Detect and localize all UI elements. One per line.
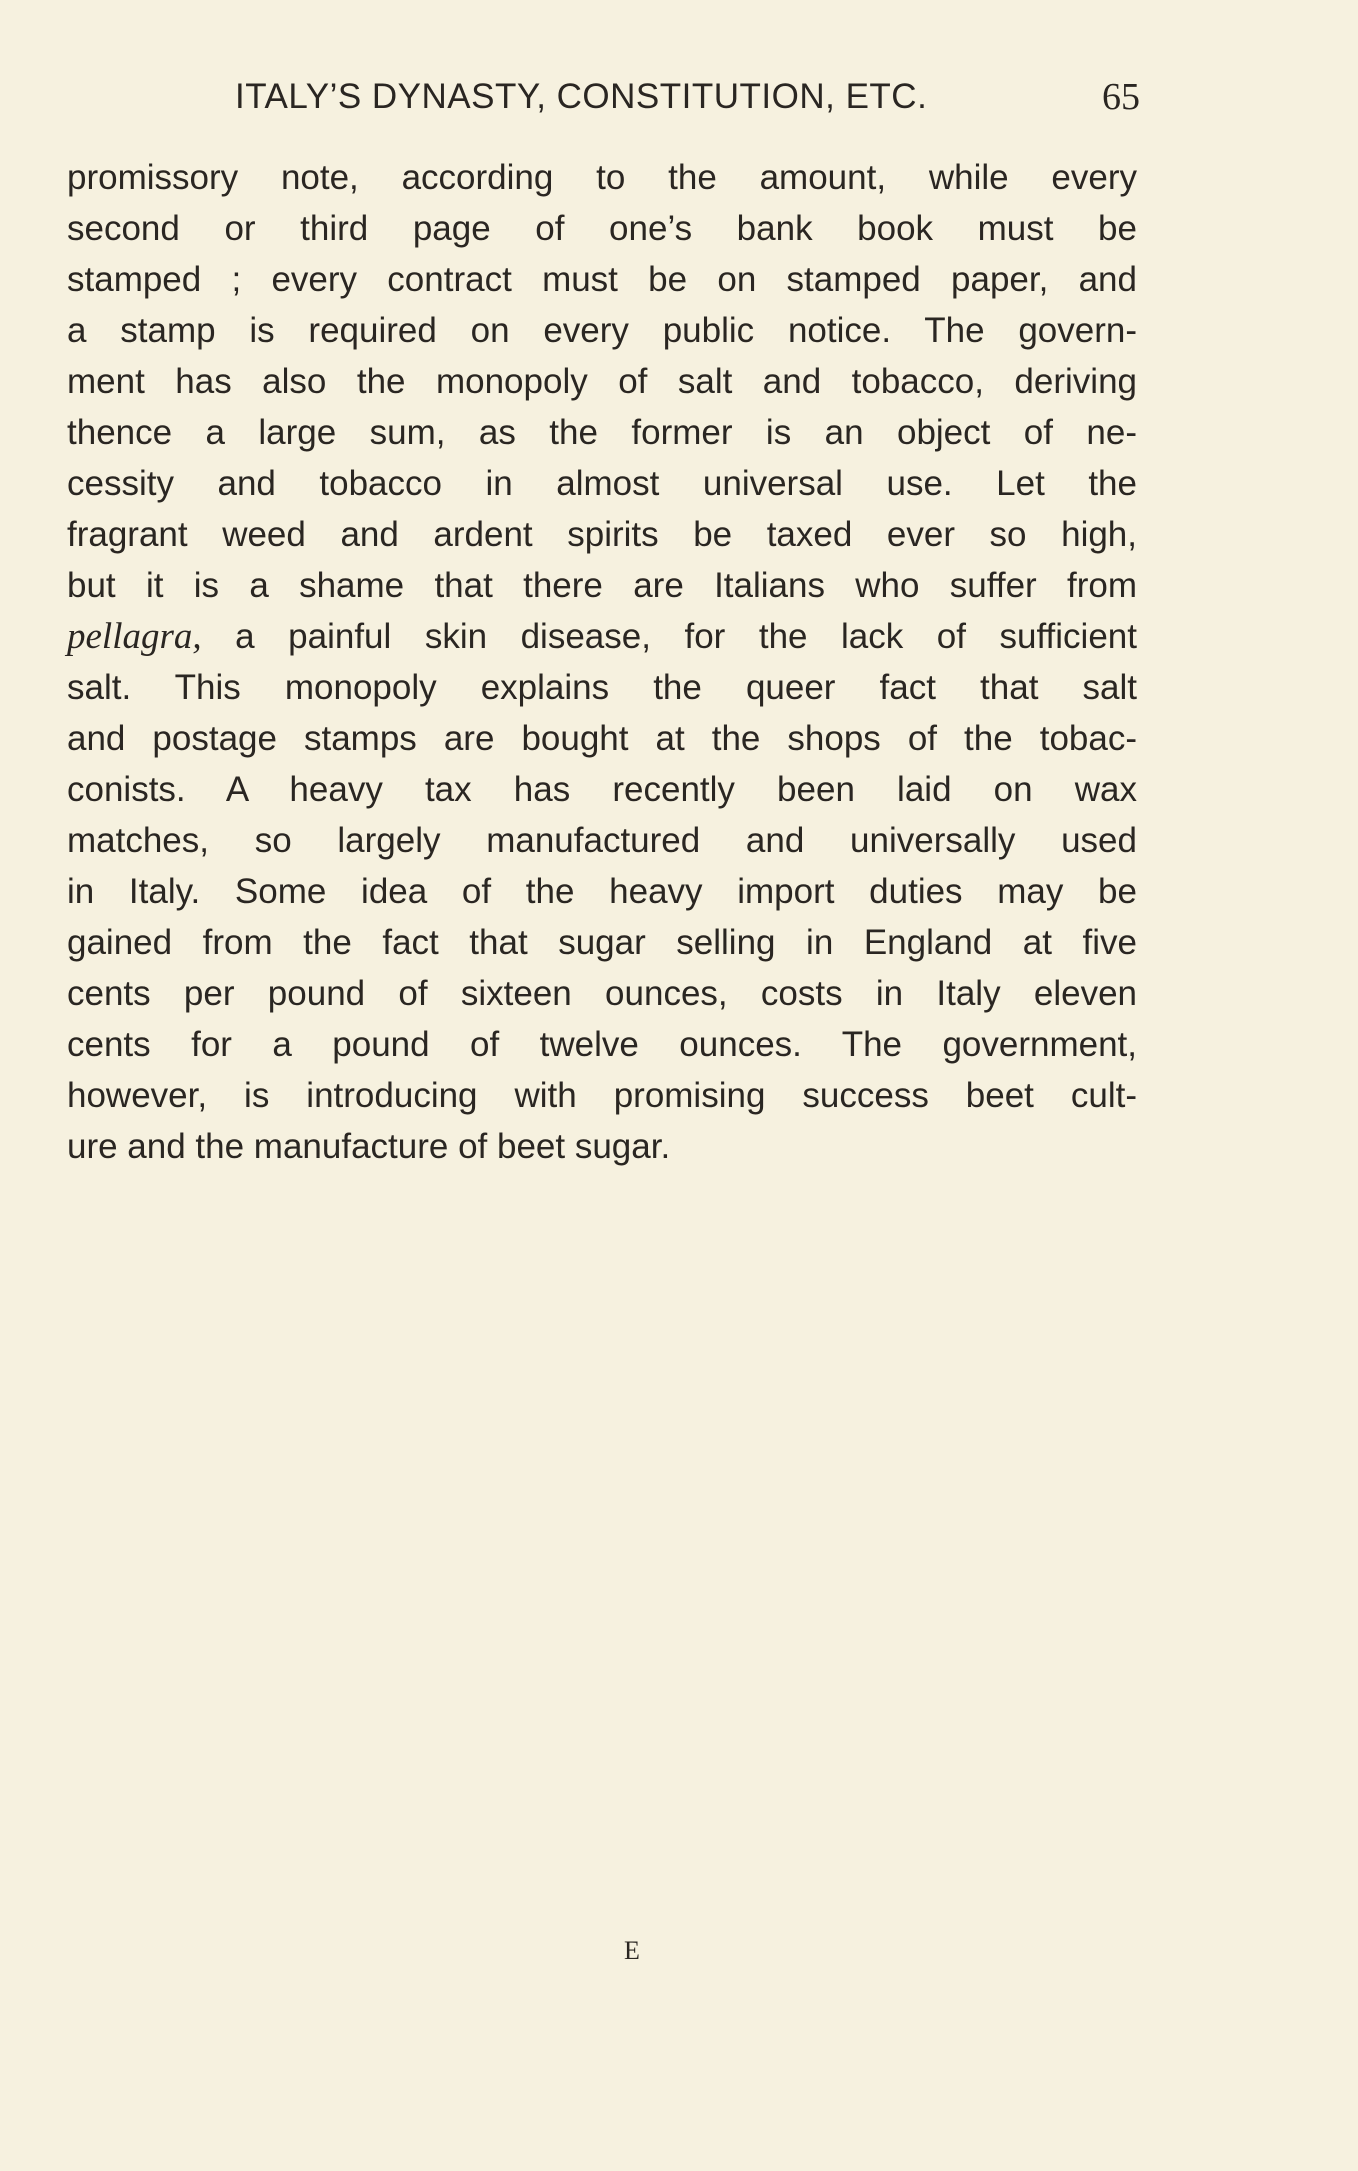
text-line: cents per pound of sixteen ounces, costs in Italy eleven [67, 974, 1137, 1013]
text-line: promissory note, according to the amount, while every [67, 158, 1137, 197]
italic-term: pellagra, [67, 616, 202, 657]
text-line: cents for a pound of twelve ounces. The government, [67, 1025, 1137, 1064]
running-head [60, 72, 1140, 122]
text-line: gained from the fact that sugar selling in England at five [67, 923, 1137, 962]
text-line: second or third page of one’s bank book must be [67, 209, 1137, 248]
text-line: stamped ; every contract must be on stamped paper, and [67, 260, 1137, 299]
text-line-last: ure and the manufacture of beet sugar. [67, 1127, 671, 1166]
text-line: ment has also the monopoly of salt and tobacco, deriving [67, 362, 1137, 401]
text-line-with-italic [67, 611, 1137, 662]
text-line: however, is introducing with promising success beet cult- [67, 1076, 1137, 1115]
text-line: in Italy. Some idea of the heavy import duties may be [67, 872, 1137, 911]
text-line: cessity and tobacco in almost universal use. Let the [67, 464, 1137, 503]
text-line: and postage stamps are bought at the shops of the tobac- [67, 719, 1137, 758]
text-line: matches, so largely manufactured and universally used [67, 821, 1137, 860]
body-text [67, 152, 1137, 1172]
text-line: fragrant weed and ardent spirits be taxed ever so high, [67, 515, 1137, 554]
text-line: salt. This monopoly explains the queer fact that salt [67, 668, 1137, 707]
page-number: 65 [1102, 76, 1140, 118]
text-line-rest: a painful skin disease, for the lack of sufficient [235, 617, 1137, 656]
text-line: but it is a shame that there are Italians who suffer from [67, 566, 1137, 605]
text-line: conists. A heavy tax has recently been laid on wax [67, 770, 1137, 809]
signature-mark: E [624, 1936, 641, 1965]
text-line: a stamp is required on every public notice. The govern- [67, 311, 1137, 350]
running-title: ITALY’S DYNASTY, CONSTITUTION, ETC. [235, 77, 928, 116]
text-line: thence a large sum, as the former is an object of ne- [67, 413, 1137, 452]
